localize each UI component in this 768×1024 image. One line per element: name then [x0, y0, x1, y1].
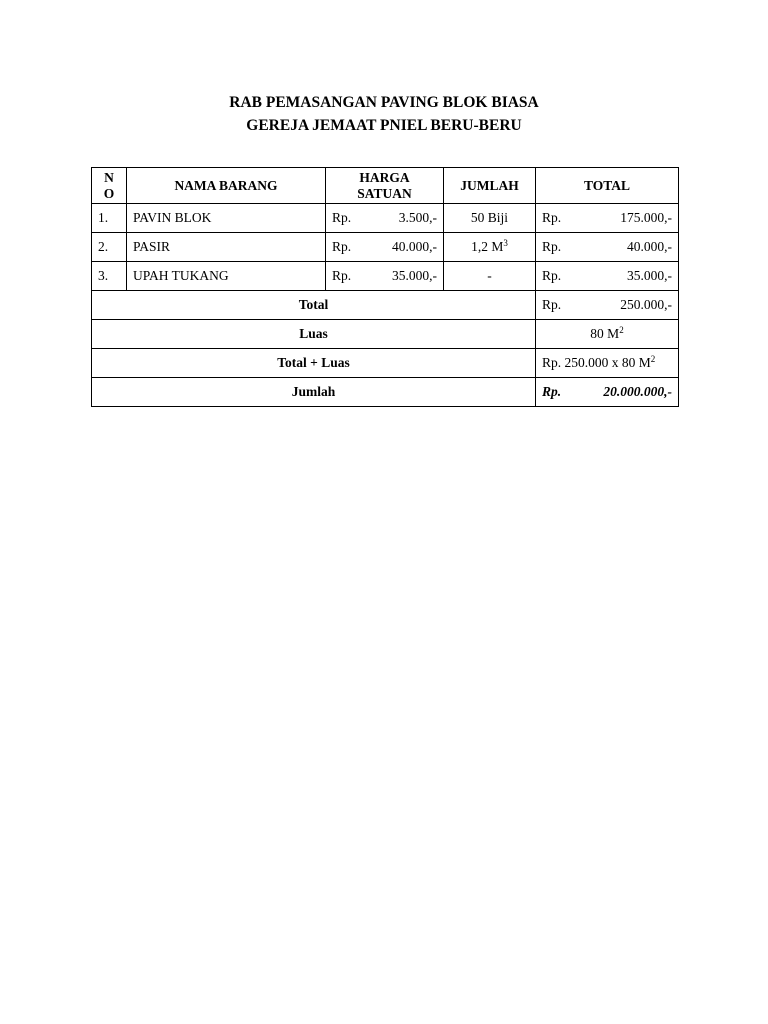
- row-total: Rp. 40.000,-: [536, 233, 679, 262]
- document-subtitle: GEREJA JEMAAT PNIEL BERU-BERU: [246, 117, 522, 134]
- table-row: [92, 233, 679, 262]
- row-jumlah: 50 Biji: [444, 204, 536, 233]
- header-total: TOTAL: [536, 168, 679, 204]
- table-row: [92, 204, 679, 233]
- table-row: [92, 262, 679, 291]
- luas-row: [92, 320, 679, 349]
- header-jumlah: JUMLAH: [444, 168, 536, 204]
- total-value: Rp. 250.000,-: [536, 291, 679, 320]
- row-nama: UPAH TUKANG: [127, 262, 326, 291]
- row-jumlah: 1,2 $M^3$: [444, 233, 536, 262]
- total-row: [92, 291, 679, 320]
- row-no: 1.: [92, 204, 127, 233]
- header-no: N O: [92, 168, 127, 204]
- luas-value: 80 $M^2$: [536, 320, 679, 349]
- jumlah-row: [92, 378, 679, 407]
- row-harga: Rp. 40.000,-: [326, 233, 444, 262]
- jumlah-value: Rp. 20.000.000,-: [536, 378, 679, 407]
- header-harga-satuan: HARGA SATUAN: [326, 168, 444, 204]
- row-harga: Rp. 3.500,-: [326, 204, 444, 233]
- row-total: Rp. 175.000,-: [536, 204, 679, 233]
- row-jumlah: -: [444, 262, 536, 291]
- total-label: Total: [92, 291, 536, 320]
- luas-label: Luas: [92, 320, 536, 349]
- total-luas-label: Total + Luas: [92, 349, 536, 378]
- row-nama: PASIR: [127, 233, 326, 262]
- document-title: RAB PEMASANGAN PAVING BLOK BIASA: [229, 94, 539, 111]
- row-nama: PAVIN BLOK: [127, 204, 326, 233]
- header-nama-barang: NAMA BARANG: [127, 168, 326, 204]
- row-no: 2.: [92, 233, 127, 262]
- rab-table: [91, 167, 679, 407]
- total-luas-value: Rp. 250.000 x 80 $M^2$: [536, 349, 679, 378]
- table-header-row: [92, 168, 679, 204]
- total-luas-row: [92, 349, 679, 378]
- row-no: 3.: [92, 262, 127, 291]
- row-total: Rp. 35.000,-: [536, 262, 679, 291]
- row-harga: Rp. 35.000,-: [326, 262, 444, 291]
- jumlah-label: Jumlah: [92, 378, 536, 407]
